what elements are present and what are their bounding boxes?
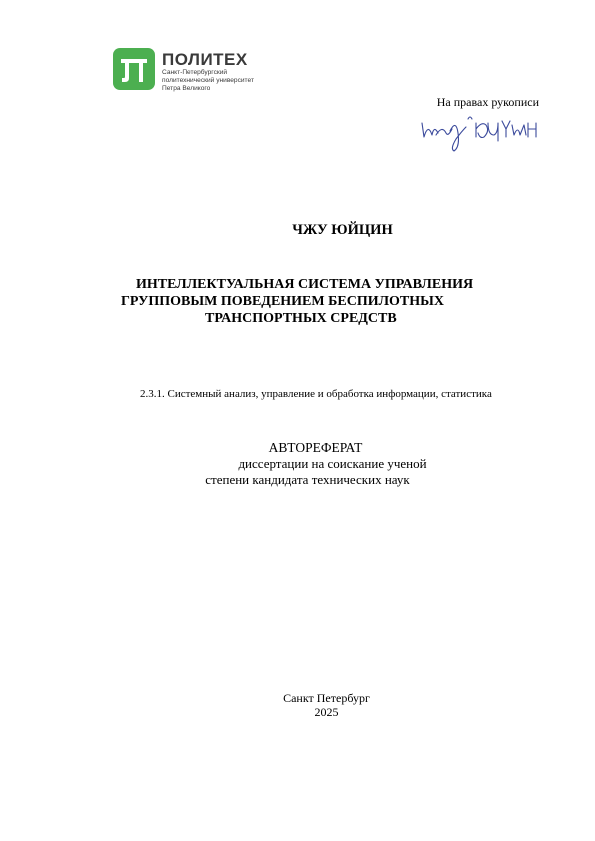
logo-subtitle-line: Петра Великого — [162, 85, 211, 92]
footer — [0, 691, 595, 719]
abstract-heading: АВТОРЕФЕРАТ — [268, 440, 363, 455]
logo-subtitle-line: Санкт-Петербургский — [162, 69, 228, 76]
abstract-block — [0, 440, 595, 488]
handwritten-signature-icon — [418, 113, 542, 153]
abstract-line: степени кандидата технических наук — [205, 472, 410, 487]
logo-subtitle — [162, 69, 302, 93]
logo-subtitle-line: политехнический университет — [162, 77, 254, 84]
abstract-line: диссертации на соискание ученой — [238, 456, 427, 471]
author-name: ЧЖУ ЮЙЦИН — [292, 222, 393, 238]
footer-year: 2025 — [314, 705, 339, 719]
title-line: ТРАНСПОРТНЫХ СРЕДСТВ — [205, 311, 397, 326]
university-logo — [113, 48, 293, 96]
pi-logo-icon — [113, 48, 155, 90]
title-line: ИНТЕЛЛЕКТУАЛЬНАЯ СИСТЕМА УПРАВЛЕНИЯ — [136, 277, 474, 292]
footer-city: Санкт Петербург — [283, 691, 370, 705]
rights-note: На правах рукописи — [436, 95, 539, 109]
dissertation-title — [100, 276, 595, 327]
specialty-code: 2.3.1. Системный анализ, управление и обработка информации, статистика — [140, 388, 492, 400]
title-line: ГРУППОВЫМ ПОВЕДЕНИЕМ БЕСПИЛОТНЫХ — [121, 294, 444, 309]
logo-name: ПОЛИТЕХ — [162, 50, 248, 69]
